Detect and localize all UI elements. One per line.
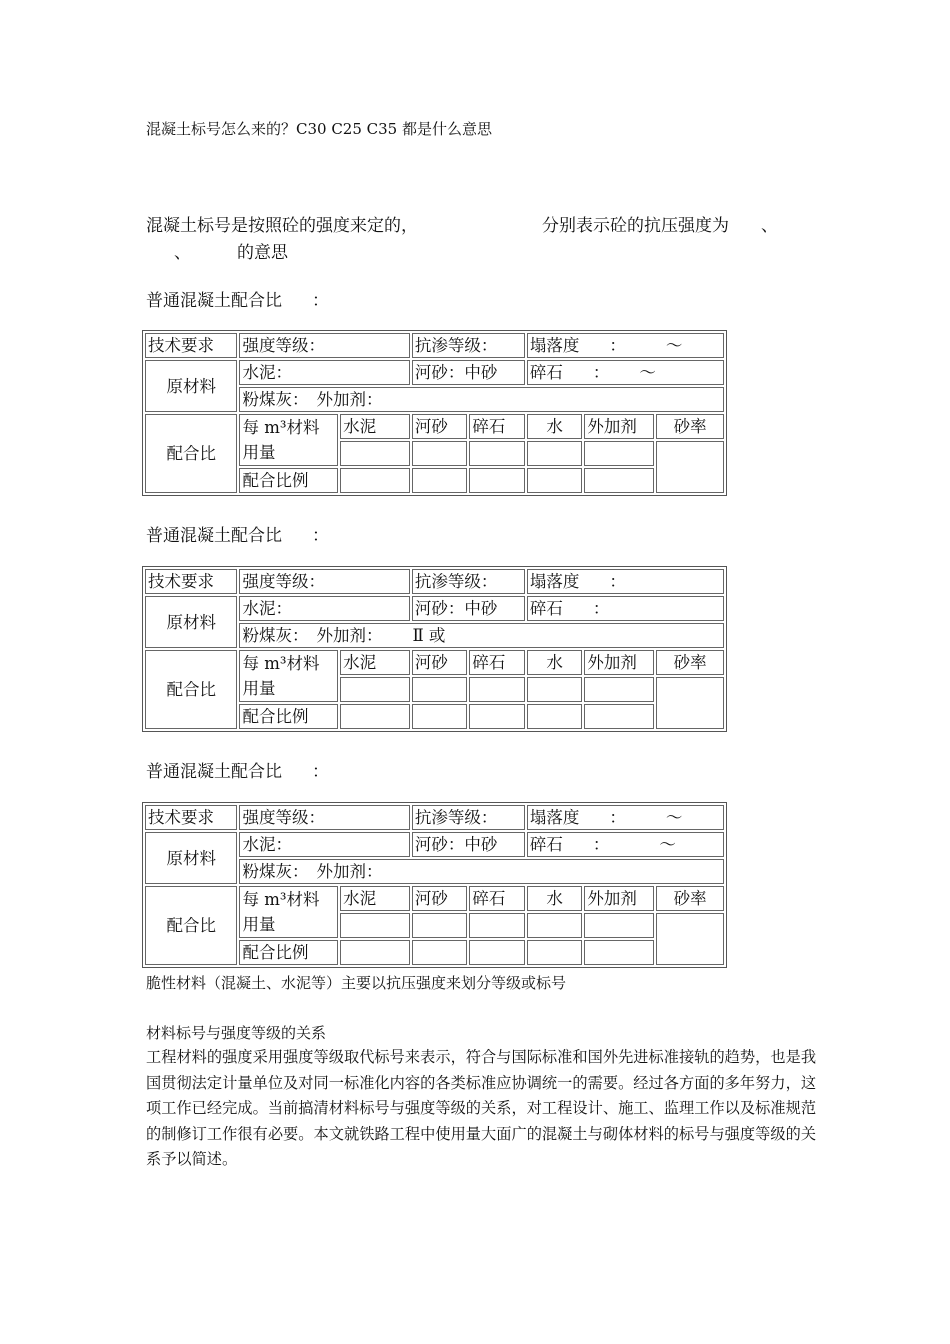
seepage-label: 抗渗等级： bbox=[412, 569, 525, 594]
col-gravel: 碎石 bbox=[469, 886, 524, 911]
gravel-cell: 碎石 ： ～ bbox=[527, 360, 724, 385]
heading-text: 普通混凝土配合比 bbox=[146, 526, 282, 546]
ratio-cell bbox=[340, 940, 410, 965]
ratio-cell bbox=[527, 704, 582, 729]
raw-label: 原材料 bbox=[145, 360, 237, 412]
section-heading bbox=[146, 521, 329, 546]
cement-label: 水泥： bbox=[239, 832, 409, 857]
tech-label: 技术要求 bbox=[145, 569, 237, 594]
mix-label: 配合比 bbox=[145, 886, 237, 965]
value-cell bbox=[527, 913, 582, 938]
document-title: 混凝土标号怎么来的？C30 C25 C35 都是什么意思 bbox=[146, 120, 492, 138]
sand-ratio-value bbox=[656, 677, 724, 729]
intro-text-b: 分别表示砼的抗压强度为 bbox=[542, 216, 729, 236]
per-m3-label: 每 m³材料用量 bbox=[239, 414, 338, 466]
slump-cell: 塌落度 ： ～ bbox=[527, 805, 724, 830]
gravel-cell: 碎石 ： ～ bbox=[527, 832, 724, 857]
section-heading bbox=[146, 286, 329, 311]
ratio-cell bbox=[412, 704, 467, 729]
intro-line-1 bbox=[146, 211, 778, 236]
intro-text-a: 混凝土标号是按照砼的强度来定的， bbox=[146, 216, 418, 236]
value-cell bbox=[469, 441, 524, 466]
value-cell bbox=[340, 913, 410, 938]
col-sand: 河砂 bbox=[412, 414, 467, 439]
value-cell bbox=[469, 677, 524, 702]
relation-title: 材料标号与强度等级的关系 bbox=[146, 1024, 327, 1042]
col-cement: 水泥 bbox=[340, 886, 410, 911]
ratio-label: 配合比例 bbox=[239, 468, 338, 493]
ratio-cell bbox=[340, 704, 410, 729]
intro-text-c: 、 bbox=[761, 216, 778, 236]
col-gravel: 碎石 bbox=[469, 650, 524, 675]
raw-label: 原材料 bbox=[145, 596, 237, 648]
strength-label: 强度等级： bbox=[239, 569, 409, 594]
tech-label: 技术要求 bbox=[145, 333, 237, 358]
flyash-cell: 粉煤灰： 外加剂： bbox=[239, 387, 724, 412]
per-m3-label: 每 m³材料用量 bbox=[239, 886, 338, 938]
heading-text: 普通混凝土配合比 bbox=[146, 291, 282, 311]
mix-label: 配合比 bbox=[145, 414, 237, 493]
cement-label: 水泥： bbox=[239, 596, 409, 621]
sand-ratio-value bbox=[656, 913, 724, 965]
strength-label: 强度等级： bbox=[239, 333, 409, 358]
heading-text: 普通混凝土配合比 bbox=[146, 762, 282, 782]
mix-label: 配合比 bbox=[145, 650, 237, 729]
section-heading bbox=[146, 757, 329, 782]
value-cell bbox=[340, 441, 410, 466]
ratio-cell bbox=[340, 468, 410, 493]
col-admixture: 外加剂 bbox=[584, 414, 654, 439]
ratio-cell bbox=[584, 704, 654, 729]
col-sand-ratio: 砂率 bbox=[656, 886, 724, 911]
per-m3-label: 每 m³材料用量 bbox=[239, 650, 338, 702]
body-paragraph: 工程材料的强度采用强度等级取代标号来表示，符合与国际标准和国外先进标准接轨的趋势，也是我国贯彻法定计量单位及对同一标准化内容的各类标准应协调统一的需要。经过各方面的多年努力，这项工作已经完成。当前搞清材料标号与强度等级的关系，对工程设计、施工、监理工作以及标准规范的制修订工作很有必要。本文就铁路工程中使用量大面广的混凝土与砌体材料的标号与强度等级的关系予以简述。 bbox=[146, 1048, 816, 1168]
ratio-cell bbox=[527, 468, 582, 493]
tech-label: 技术要求 bbox=[145, 805, 237, 830]
value-cell bbox=[412, 677, 467, 702]
value-cell bbox=[340, 677, 410, 702]
col-cement: 水泥 bbox=[340, 650, 410, 675]
intro-line-2 bbox=[146, 238, 288, 263]
col-sand-ratio: 砂率 bbox=[656, 650, 724, 675]
value-cell bbox=[469, 913, 524, 938]
col-water: 水 bbox=[527, 414, 582, 439]
value-cell bbox=[527, 677, 582, 702]
intro-text-e: 的意思 bbox=[237, 243, 288, 263]
mix-table bbox=[142, 566, 727, 732]
ratio-cell bbox=[584, 468, 654, 493]
col-cement: 水泥 bbox=[340, 414, 410, 439]
heading-colon: ： bbox=[312, 291, 329, 311]
ratio-cell bbox=[469, 940, 524, 965]
sand-label: 河砂：中砂 bbox=[412, 596, 525, 621]
seepage-label: 抗渗等级： bbox=[412, 805, 525, 830]
col-admixture: 外加剂 bbox=[584, 886, 654, 911]
value-cell bbox=[584, 677, 654, 702]
mix-table bbox=[142, 802, 727, 968]
flyash-cell: 粉煤灰： 外加剂： Ⅱ 或 bbox=[239, 623, 724, 648]
sand-ratio-value bbox=[656, 441, 724, 493]
mix-table bbox=[142, 330, 727, 496]
ratio-label: 配合比例 bbox=[239, 940, 338, 965]
raw-label: 原材料 bbox=[145, 832, 237, 884]
value-cell bbox=[412, 913, 467, 938]
strength-label: 强度等级： bbox=[239, 805, 409, 830]
brittle-note: 脆性材料（混凝土、水泥等）主要以抗压强度来划分等级或标号 bbox=[146, 974, 567, 992]
col-admixture: 外加剂 bbox=[584, 650, 654, 675]
ratio-cell bbox=[469, 704, 524, 729]
sand-label: 河砂：中砂 bbox=[412, 360, 525, 385]
col-gravel: 碎石 bbox=[469, 414, 524, 439]
intro-text-d: 、 bbox=[174, 243, 191, 263]
ratio-cell bbox=[412, 940, 467, 965]
seepage-label: 抗渗等级： bbox=[412, 333, 525, 358]
ratio-cell bbox=[527, 940, 582, 965]
ratio-cell bbox=[584, 940, 654, 965]
ratio-label: 配合比例 bbox=[239, 704, 338, 729]
gravel-cell: 碎石 ： bbox=[527, 596, 724, 621]
ratio-cell bbox=[469, 468, 524, 493]
col-water: 水 bbox=[527, 886, 582, 911]
col-sand: 河砂 bbox=[412, 886, 467, 911]
col-sand: 河砂 bbox=[412, 650, 467, 675]
value-cell bbox=[412, 441, 467, 466]
heading-colon: ： bbox=[312, 526, 329, 546]
slump-cell: 塌落度 ： bbox=[527, 569, 724, 594]
heading-colon: ： bbox=[312, 762, 329, 782]
value-cell bbox=[527, 441, 582, 466]
sand-label: 河砂：中砂 bbox=[412, 832, 525, 857]
col-sand-ratio: 砂率 bbox=[656, 414, 724, 439]
ratio-cell bbox=[412, 468, 467, 493]
cement-label: 水泥： bbox=[239, 360, 409, 385]
flyash-cell: 粉煤灰： 外加剂： bbox=[239, 859, 724, 884]
value-cell bbox=[584, 441, 654, 466]
slump-cell: 塌落度 ： ～ bbox=[527, 333, 724, 358]
col-water: 水 bbox=[527, 650, 582, 675]
value-cell bbox=[584, 913, 654, 938]
